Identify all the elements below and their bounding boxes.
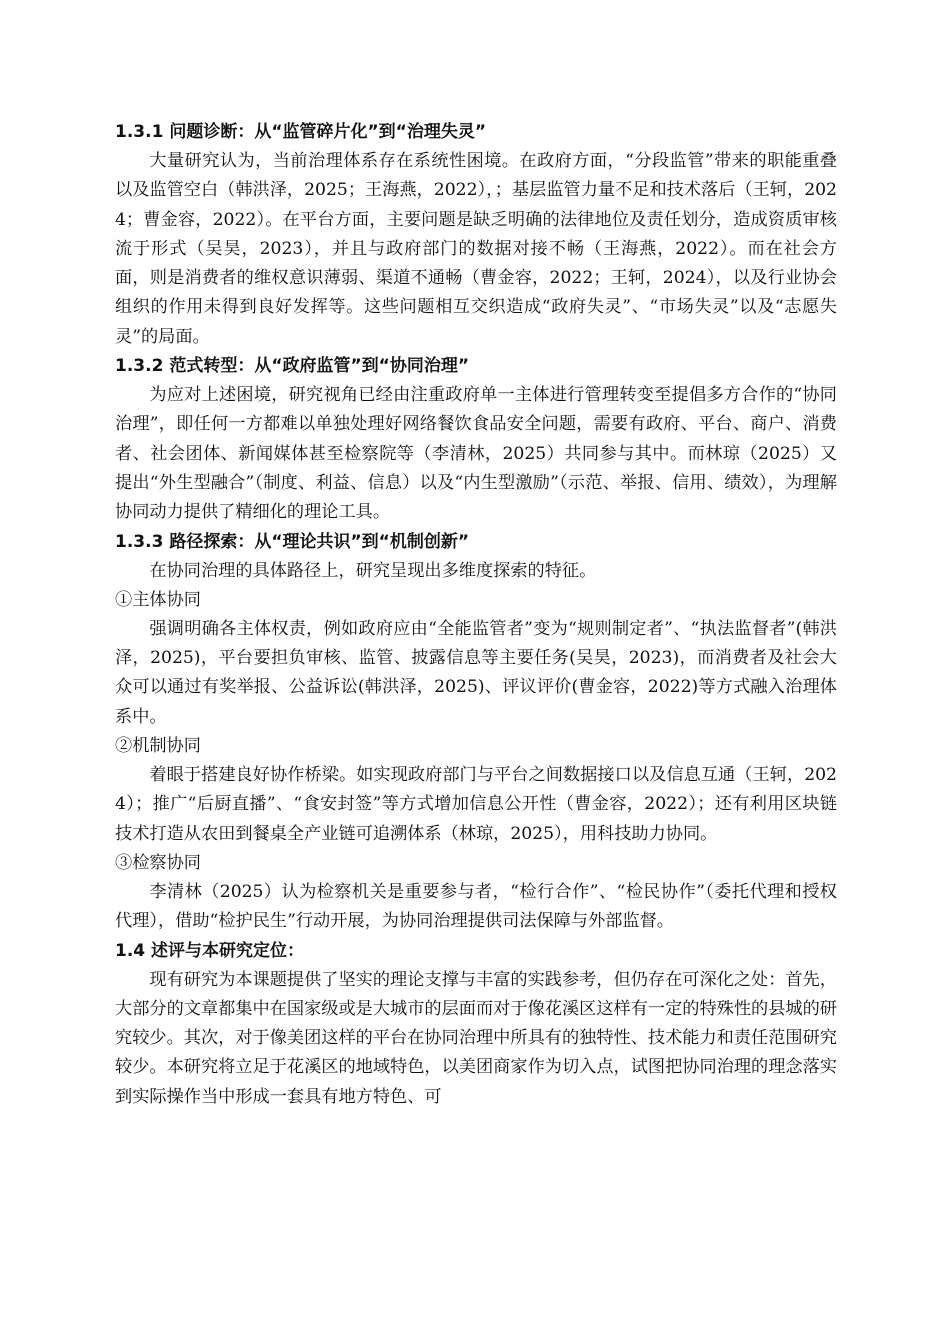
- section-heading-1-3-1: 1.3.1 问题诊断：从“监管碎片化”到“治理失灵”: [115, 122, 487, 142]
- section-paragraph-1-4: 现有研究为本课题提供了坚实的理论支撑与丰富的实践参考，但仍存在可深化之处：首先，大部分的文章都集中在国家级或是大城市的层面而对于像花溪区这样有一定的特殊性的县城的研究较少。其次，对于像美团这样的平台在协同治理中所具有的独特性、技术能力和责任范围研究较少。本研究将立足于花溪区的地域特色，以美团商家作为切入点，试图把协同治理的理念落实到实际操作当中形成一套具有地方特色、可: [115, 969, 837, 1107]
- document-page: [115, 118, 837, 1112]
- section-heading-1-3-2: 1.3.2 范式转型：从“政府监管”到“协同治理”: [115, 356, 470, 377]
- procuratorate-synergy-label: ③检察协同: [115, 852, 201, 873]
- subject-synergy-label: ①主体协同: [115, 589, 201, 610]
- mechanism-synergy-paragraph: 着眼于搭建良好协作桥梁。如实现政府部门与平台之间数据接口以及信息互通（王轲，2024）；推广“后厨直播”、“食安封签”等方式增加信息公开性（曹金容，2022）；还有利用区块链技术打造从农田到餐桌全产业链可追溯体系（林琼，2025），用科技助力协同。: [115, 765, 837, 844]
- mechanism-synergy-label: ②机制协同: [115, 736, 201, 757]
- section-paragraph-1-3-2: 为应对上述困境，研究视角已经由注重政府单一主体进行管理转变至提倡多方合作的“协同治理”，即任何一方都难以单独处理好网络餐饮食品安全问题，需要有政府、平台、商户、消费者、社会团体、新闻媒体甚至检察院等（李清林，2025）共同参与其中。而林琼（2025）又提出“外生型融合”（制度、利益、信息）以及“内生型激励”（示范、举报、信用、绩效），为理解协同动力提供了精细化的理论工具。: [115, 385, 837, 523]
- section-intro-1-3-3: 在协同治理的具体路径上，研究呈现出多维度探索的特征。: [149, 560, 597, 581]
- section-paragraph-1-3-1: 大量研究认为，当前治理体系存在系统性困境。在政府方面，“分段监管”带来的职能重叠以及监管空白（韩洪泽，2025；王海燕，2022），；基层监管力量不足和技术落后（王轲，2024；曹金容，2022）。在平台方面，主要问题是缺乏明确的法律地位及责任划分，造成资质审核流于形式（吴昊，2023），并且与政府部门的数据对接不畅（王海燕，2022）。而在社会方面，则是消费者的维权意识薄弱、渠道不通畅（曹金容，2022；王轲，2024），以及行业协会组织的作用未得到良好发挥等。这些问题相互交织造成“政府失灵”、“市场失灵”以及“志愿失灵”的局面。: [115, 151, 837, 347]
- section-heading-1-4: 1.4 述评与本研究定位：: [115, 940, 305, 961]
- section-heading-1-3-3: 1.3.3 路径探索：从“理论共识”到“机制创新”: [115, 531, 470, 552]
- procuratorate-synergy-paragraph: 李清林（2025）认为检察机关是重要参与者，“检行合作”、“检民协作”（委托代理和授权代理），借助“检护民生”行动开展，为协同治理提供司法保障与外部监督。: [115, 881, 837, 932]
- subject-synergy-paragraph: 强调明确各主体权责，例如政府应由“全能监管者”变为“规则制定者”、“执法监督者”(韩洪泽，2025)，平台要担负审核、监管、披露信息等主要任务(吴昊，2023)，而消费者及社会大众可以通过有奖举报、公益诉讼(韩洪泽，2025)、评议评价(曹金容，2022)等方式融入治理体系中。: [115, 618, 837, 727]
